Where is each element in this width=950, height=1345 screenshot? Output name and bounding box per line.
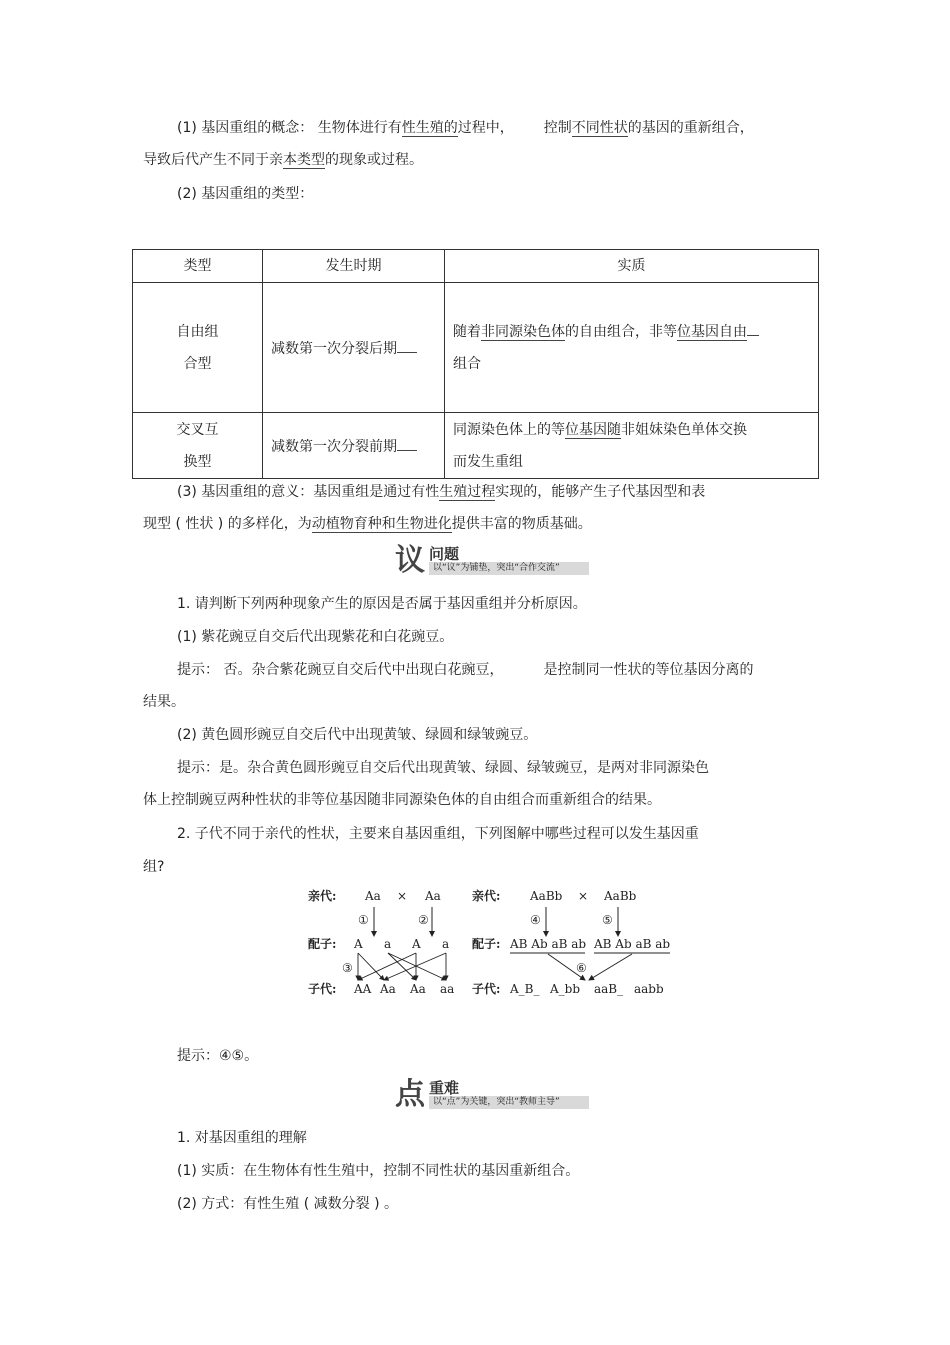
- significance-line-2: [143, 514, 592, 534]
- process-number-5: ⑤: [602, 913, 613, 927]
- concept-text: 控制: [543, 120, 572, 136]
- type-text: 合型: [183, 355, 212, 372]
- type-cell: [133, 413, 263, 479]
- recombination-types-table: [132, 249, 819, 479]
- gamete-set: AB Ab aB ab: [510, 937, 587, 951]
- essence-cell: [445, 283, 819, 413]
- offspring-genotype: AA: [354, 982, 372, 996]
- question-2-cont: 组?: [143, 859, 165, 875]
- offspring-genotype: aaB_: [594, 982, 624, 996]
- type-text: 自由组: [176, 323, 219, 340]
- banner-subtitle: 以“议”为铺垫，突出“合作交流”: [433, 563, 560, 573]
- gamete-label: 配子:: [472, 937, 501, 951]
- gamete-label: 配子:: [308, 937, 337, 951]
- cross-symbol: ×: [397, 889, 408, 903]
- period-cell: [263, 413, 445, 479]
- offspring-genotype: A_bb: [550, 982, 581, 996]
- underlined-term: 本类型: [283, 152, 325, 168]
- type-text: 交叉互: [176, 421, 219, 438]
- banner-title: 重难: [429, 1079, 460, 1097]
- key-points-banner: [395, 1077, 595, 1113]
- discussion-banner: [395, 543, 595, 579]
- essence-text: 非姐妹染色单体交换: [621, 421, 747, 438]
- key-point-1-1: (1) 实质：在生物体有性生殖中，控制不同性状的基因重新组合。: [177, 1163, 580, 1179]
- header-essence: 实质: [445, 250, 819, 283]
- banner-subtitle: 以“点”为关键，突出“教师主导”: [433, 1097, 560, 1107]
- answer-hint: 提示：④⑤。: [177, 1048, 259, 1064]
- parent-genotype: Aa: [425, 889, 441, 903]
- banner-big-char: 点: [395, 1077, 425, 1112]
- process-number-2: ②: [418, 913, 429, 927]
- essence-text: 组合: [453, 355, 481, 372]
- gamete: A: [354, 937, 363, 951]
- gamete: A: [412, 937, 421, 951]
- question-1-2: (2) 黄色圆形豌豆自交后代中出现黄皱、绿圆和绿皱豌豆。: [177, 727, 538, 743]
- offspring-genotype: aa: [440, 982, 455, 996]
- offspring-genotype: Aa: [410, 982, 426, 996]
- parent-genotype: AaBb: [530, 889, 563, 903]
- significance-text: 实现的，能够产生子代基因型和表: [495, 484, 706, 500]
- significance-text: 提供丰富的物质基础。: [451, 516, 592, 532]
- parent-label: 亲代:: [308, 889, 337, 903]
- parent-label: 亲代:: [472, 889, 501, 903]
- process-number-6: ⑥: [576, 961, 587, 975]
- table-row: [133, 283, 819, 413]
- offspring-genotype: A_B_: [510, 982, 540, 996]
- significance-line-1: [177, 482, 705, 502]
- process-number-1: ①: [358, 913, 369, 927]
- underlined-term: 不同性状: [571, 120, 628, 136]
- header-type: 类型: [133, 250, 263, 283]
- gamete-set: AB Ab aB ab: [594, 937, 671, 951]
- cross-symbol: ×: [578, 889, 589, 903]
- table-header-row: [133, 250, 819, 283]
- concept-text: 导致后代产生不同于亲: [143, 152, 283, 168]
- offspring-label: 子代:: [472, 982, 501, 996]
- question-1-1: (1) 紫花豌豆自交后代出现紫花和白花豌豆。: [177, 629, 454, 645]
- types-heading: (2) 基因重组的类型：: [177, 186, 314, 202]
- essence-text: 的自由组合，非等: [565, 323, 677, 340]
- key-point-1-2: (2) 方式：有性生殖 ( 减数分裂 ) 。: [177, 1196, 399, 1212]
- banner-title: 问题: [429, 545, 460, 563]
- significance-text: 现型 ( 性状 ) 的多样化，为: [143, 516, 312, 532]
- significance-text: (3) 基因重组的意义：基因重组是通过有性: [177, 484, 440, 500]
- essence-cell: [445, 413, 819, 479]
- essence-text: 随着: [453, 323, 481, 340]
- underlined-term: 生殖过程: [439, 484, 496, 500]
- question-1: 1. 请判断下列两种现象产生的原因是否属于基因重组并分析原因。: [177, 596, 587, 612]
- essence-text: 同源染色体上的等: [453, 421, 565, 438]
- parent-genotype: AaBb: [604, 889, 637, 903]
- underlined-term: 位基因随: [565, 421, 621, 438]
- essence-text: 而发生重组: [453, 453, 523, 470]
- banner-big-char: 议: [395, 543, 425, 578]
- concept-text: 的现象或过程。: [325, 152, 423, 168]
- hint-1-cont: 结果。: [143, 694, 185, 710]
- hint-2: 提示：是。杂合黄色圆形豌豆自交后代出现黄皱、绿圆、绿皱豌豆，是两对非同源染色: [177, 760, 709, 776]
- underlined-term: 性生殖的: [401, 120, 458, 136]
- type-text: 换型: [183, 453, 212, 470]
- process-number-4: ④: [530, 913, 541, 927]
- underlined-term: 非同源染色体: [481, 323, 565, 340]
- concept-text: 的基因的重新组合，: [627, 120, 754, 136]
- header-period: 发生时期: [263, 250, 445, 283]
- offspring-label: 子代:: [308, 982, 337, 996]
- gamete: a: [384, 937, 392, 951]
- concept-text: 过程中，: [457, 120, 514, 136]
- type-cell: [133, 283, 263, 413]
- concept-line-2: [143, 150, 423, 170]
- offspring-genotype: aabb: [634, 982, 664, 996]
- hint-1: [177, 660, 753, 680]
- hint-2-cont: 体上控制豌豆两种性状的非等位基因随非同源染色体的自由组合而重新组合的结果。: [143, 792, 661, 808]
- key-point-1: 1. 对基因重组的理解: [177, 1130, 307, 1146]
- hint-text: 提示： 否。杂合紫花豌豆自交后代中出现白花豌豆，: [177, 662, 504, 678]
- concept-text: (1) 基因重组的概念： 生物体进行有: [177, 120, 402, 136]
- parent-genotype: Aa: [365, 889, 381, 903]
- gamete: a: [442, 937, 450, 951]
- underlined-term: 动植物育种和生物进化: [311, 516, 452, 532]
- hint-text: 是控制同一性状的等位基因分离的: [543, 662, 754, 678]
- genetic-cross-diagram: [300, 880, 680, 1000]
- offspring-genotype: Aa: [380, 982, 396, 996]
- process-number-3: ③: [342, 961, 353, 975]
- period-text: 减数第一次分裂后期: [271, 340, 397, 357]
- period-cell: [263, 283, 445, 413]
- underlined-term: 位基因自由: [677, 323, 747, 340]
- table-row: [133, 413, 819, 479]
- period-text: 减数第一次分裂前期: [271, 438, 397, 455]
- question-2: 2. 子代不同于亲代的性状，主要来自基因重组，下列图解中哪些过程可以发生基因重: [177, 826, 699, 842]
- concept-line-1: [177, 118, 754, 138]
